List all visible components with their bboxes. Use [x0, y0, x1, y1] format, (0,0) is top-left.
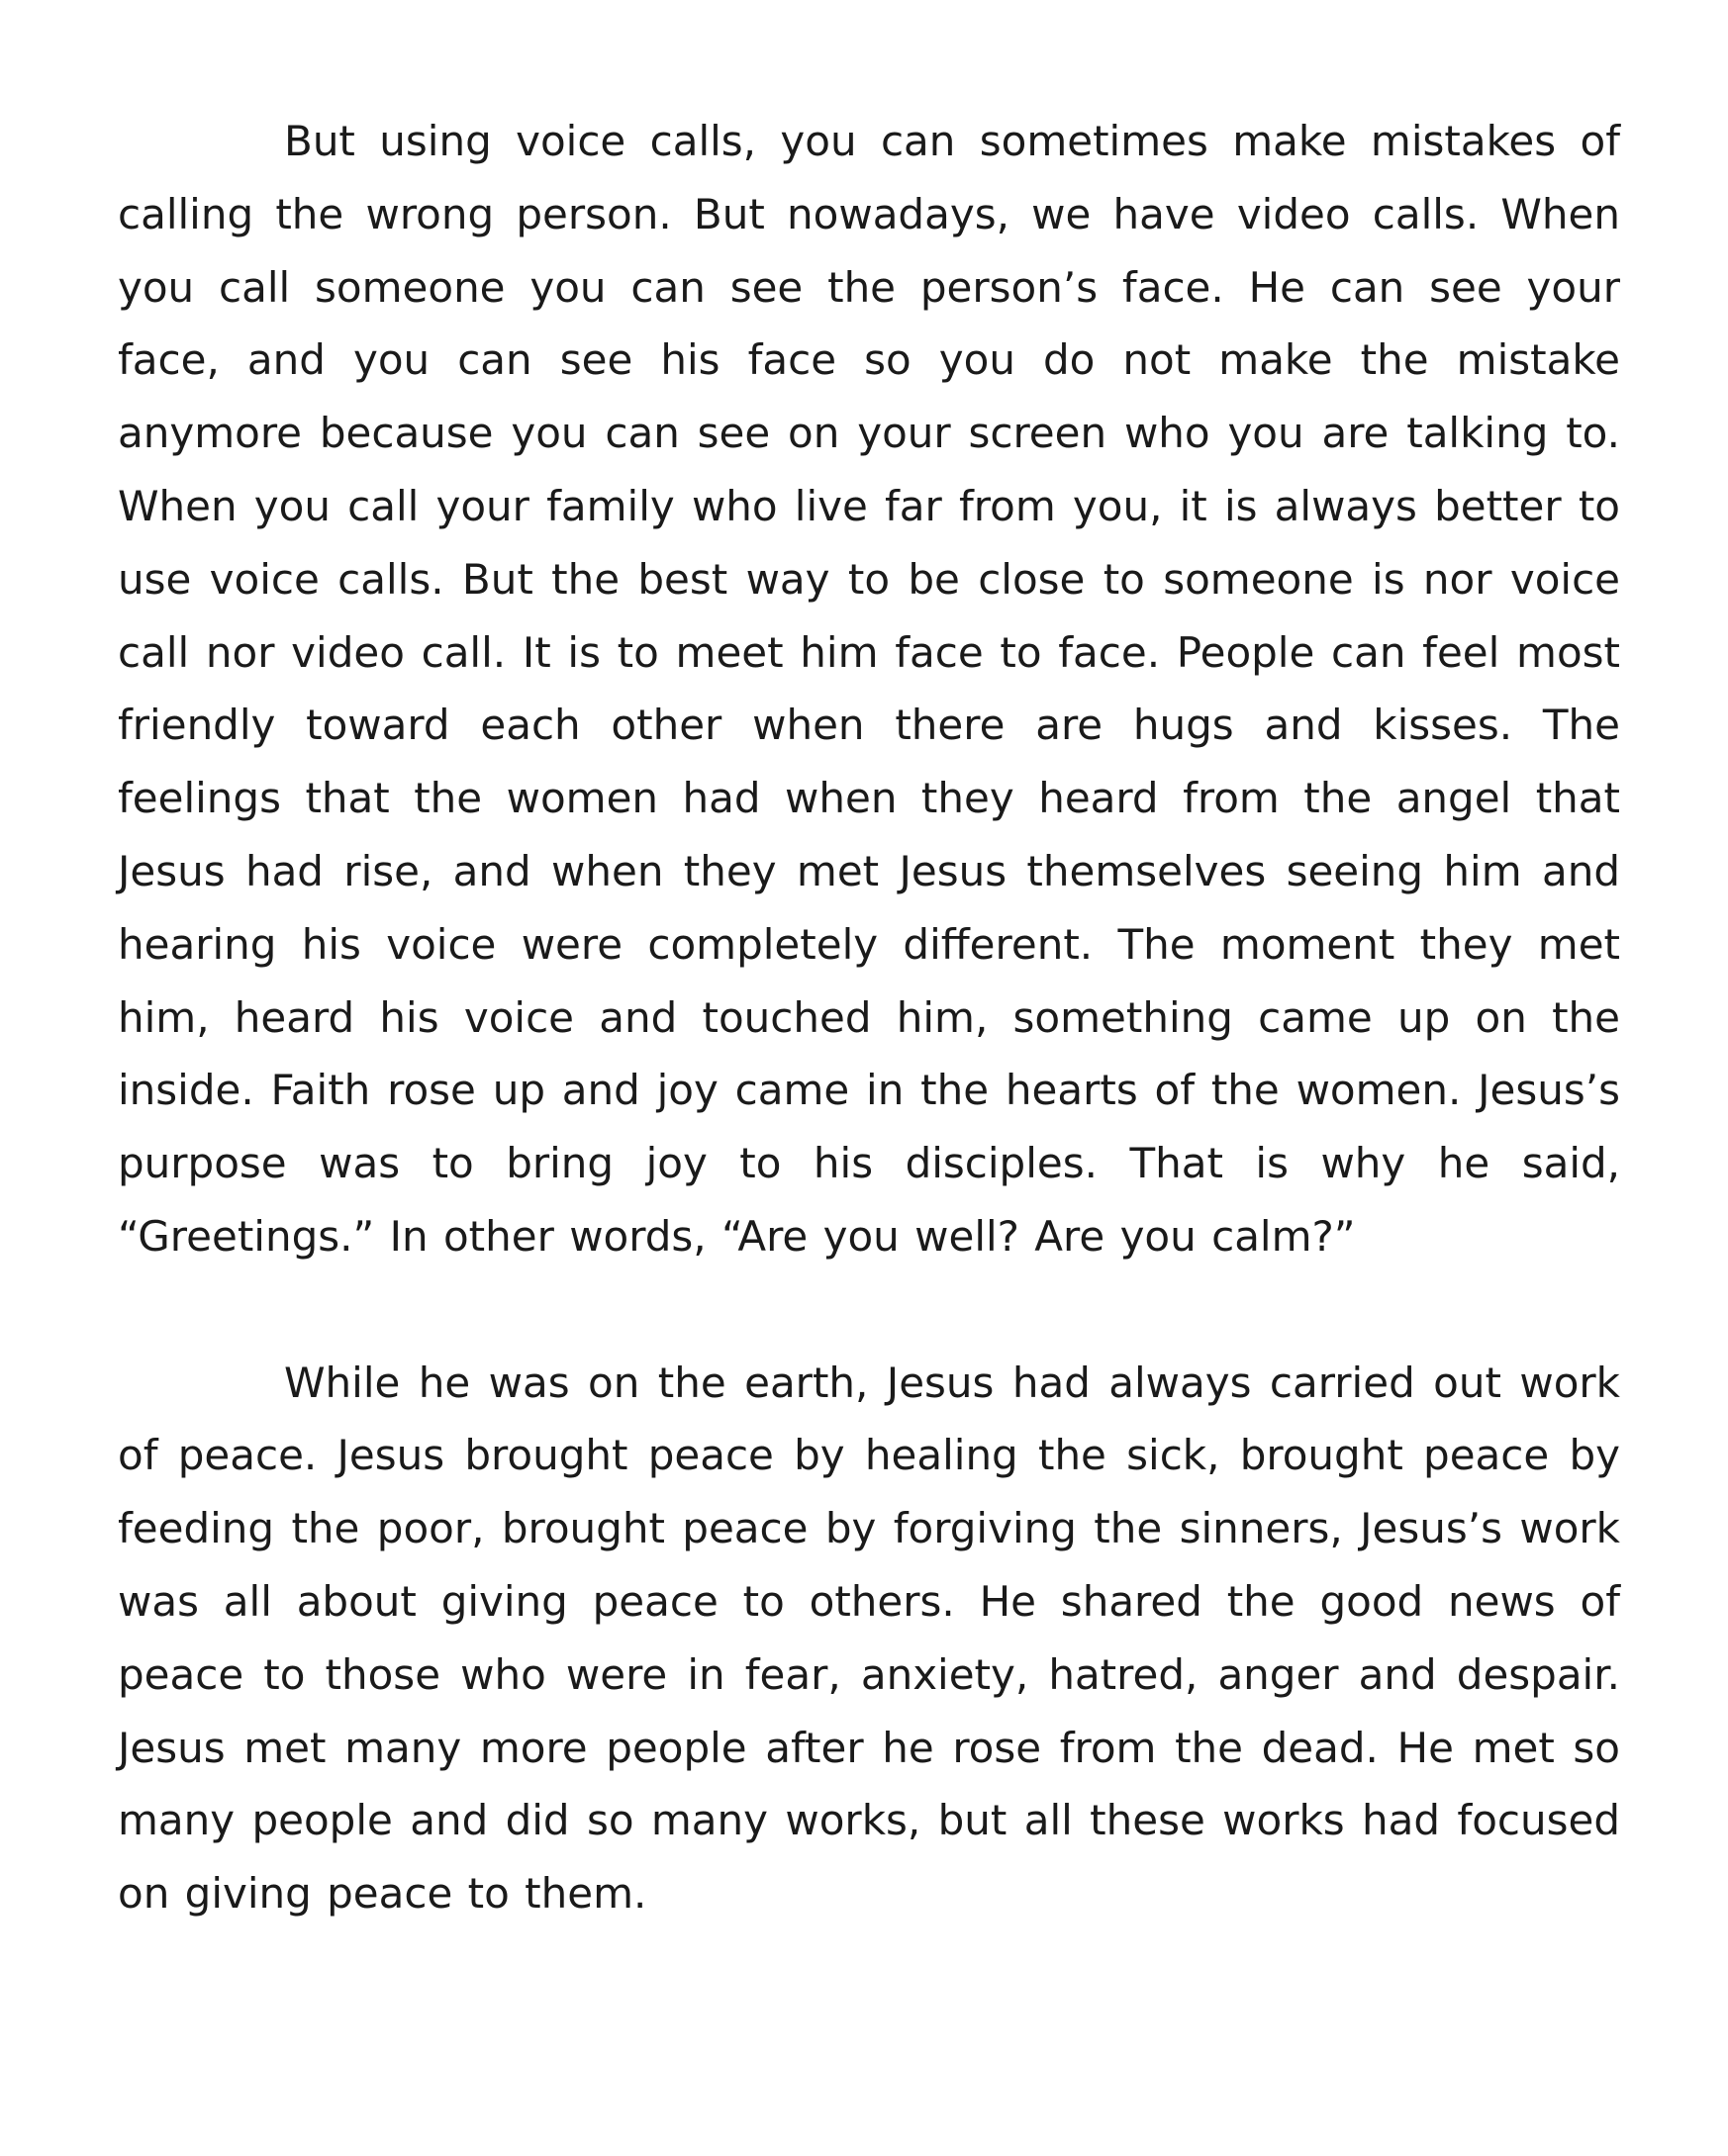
paragraph-work-of-peace: While he was on the earth, Jesus had always carried out work of peace. Jesus brought peace by healing the sick, brought peace by feeding the poor, brought peace by forgiving the sinners, Jesus’s work was all about giving peace to others. He shared the good news of peace to those who were in fear, anxiety, hatred, anger and despair. Jesus met many more people after he rose from the dead. He met so many people and did so many works, but all these works had focused on giving peace to them. — [118, 1358, 1620, 1919]
paragraph-voice-and-video-calls: But using voice calls, you can sometimes make mistakes of calling the wrong person. But nowadays, we have video calls. When you call someone you can see the person’s face. He can see your face, and you can see his face so you do not make the mistake anymore because you can see on your screen who you are talking to. When you call your family who live far from you, it is always better to use voice calls. But the best way to be close to someone is nor voice call nor video call. It is to meet him face to face. People can feel most friendly toward each other when there are hugs and kisses. The feelings that the women had when they heard from the angel that Jesus had rise, and when they met Jesus themselves seeing him and hearing his voice were completely different. The moment they met him, heard his voice and touched him, something came up on the inside. Faith rose up and joy came in the hearts of the women. Jesus’s purpose was to bring joy to his disciples. That is why he said, “Greetings.” In other words, “Are you well? Are you calm?” — [118, 117, 1620, 1261]
document-page — [118, 105, 1620, 1930]
